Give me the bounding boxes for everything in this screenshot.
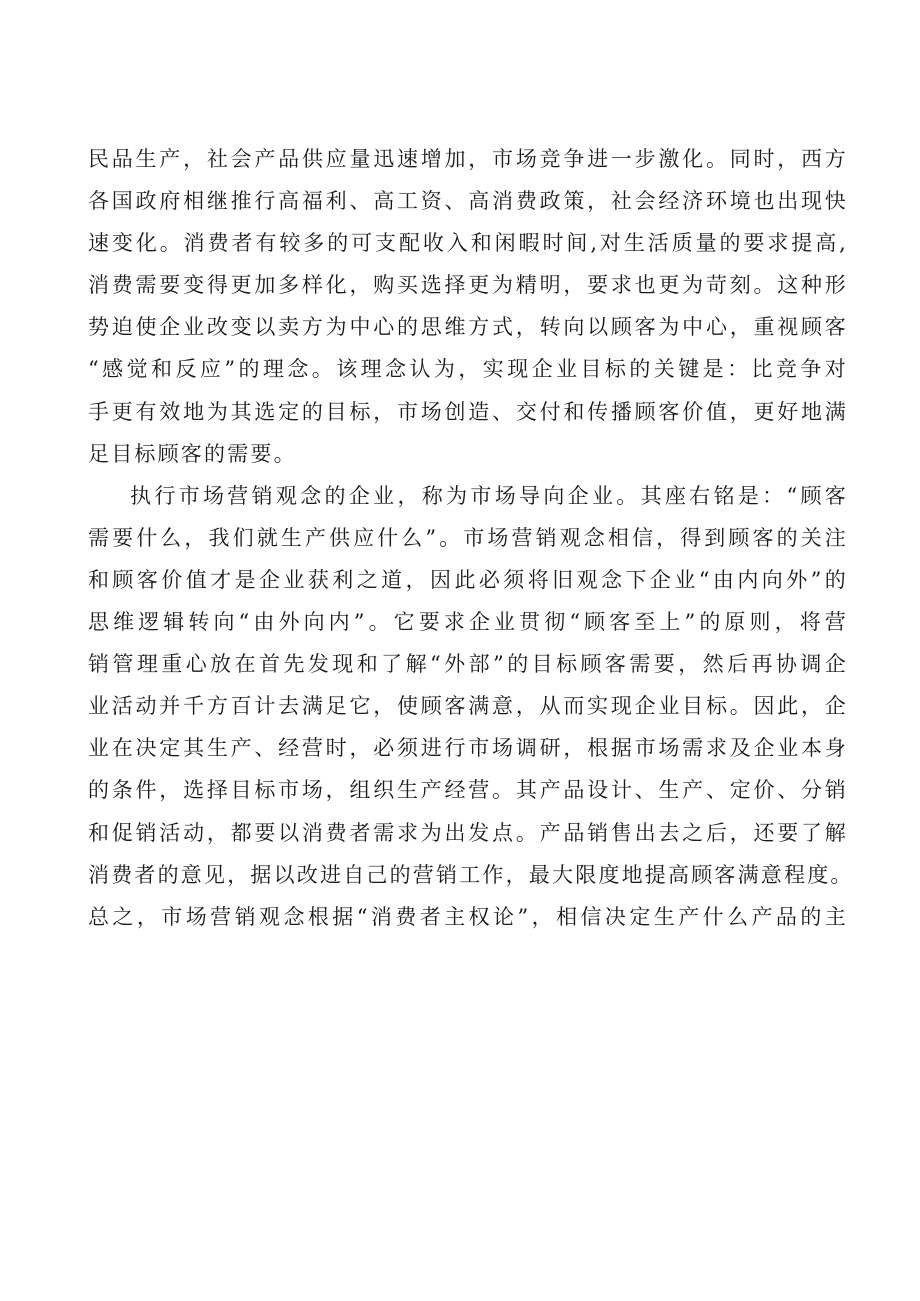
text-line: 足目标顾客的需要。 [88,441,297,466]
text-line: 业活动并千方百计去满足它，使顾客满意，从而实现企业目标。因此，企 [88,694,848,719]
text-line: 手更有效地为其选定的目标，市场创造、交付和传播顾客价值，更好地满 [88,399,848,424]
text-line: 业在决定其生产、经营时，必须进行市场调研，根据市场需求及企业本身 [88,736,848,761]
body-text [88,144,854,944]
text-line: 各国政府相继推行高福利、高工资、高消费政策，社会经济环境也出现快 [88,189,848,214]
text-line: 消费者的意见，据以改进自己的营销工作，最大限度地提高顾客满意程度。 [88,862,854,887]
text-line: 和促销活动，都要以消费者需求为出发点。产品销售出去之后，还要了解 [88,820,848,845]
text-line: 的条件，选择目标市场，组织生产经营。其产品设计、生产、定价、分销 [88,778,848,803]
text-line: 执行市场营销观念的企业，称为市场导向企业。其座右铭是：“顾客 [130,483,848,508]
text-line: 速变化。消费者有较多的可支配收入和闲暇时间,对生活质量的要求提高, [88,231,848,256]
text-line: 消费需要变得更加多样化，购买选择更为精明，要求也更为苛刻。这种形 [88,273,848,298]
text-line: 需要什么，我们就生产供应什么”。市场营销观念相信，得到顾客的关注 [88,525,848,550]
text-line: 总之，市场营销观念根据“消费者主权论”，相信决定生产什么产品的主 [88,904,848,929]
text-line: “感觉和反应”的理念。该理念认为，实现企业目标的关键是：比竞争对 [88,357,848,382]
text-line: 思维逻辑转向“由外向内”。它要求企业贯彻“顾客至上”的原则，将营 [88,610,848,635]
text-line: 势迫使企业改变以卖方为中心的思维方式，转向以顾客为中心，重视顾客 [88,315,848,340]
text-line: 销管理重心放在首先发现和了解“外部”的目标顾客需要，然后再协调企 [88,652,848,677]
text-line: 和顾客价值才是企业获利之道，因此必须将旧观念下企业“由内向外”的 [88,567,848,592]
text-line: 民品生产，社会产品供应量迅速增加，市场竞争进一步激化。同时，西方 [88,147,848,171]
